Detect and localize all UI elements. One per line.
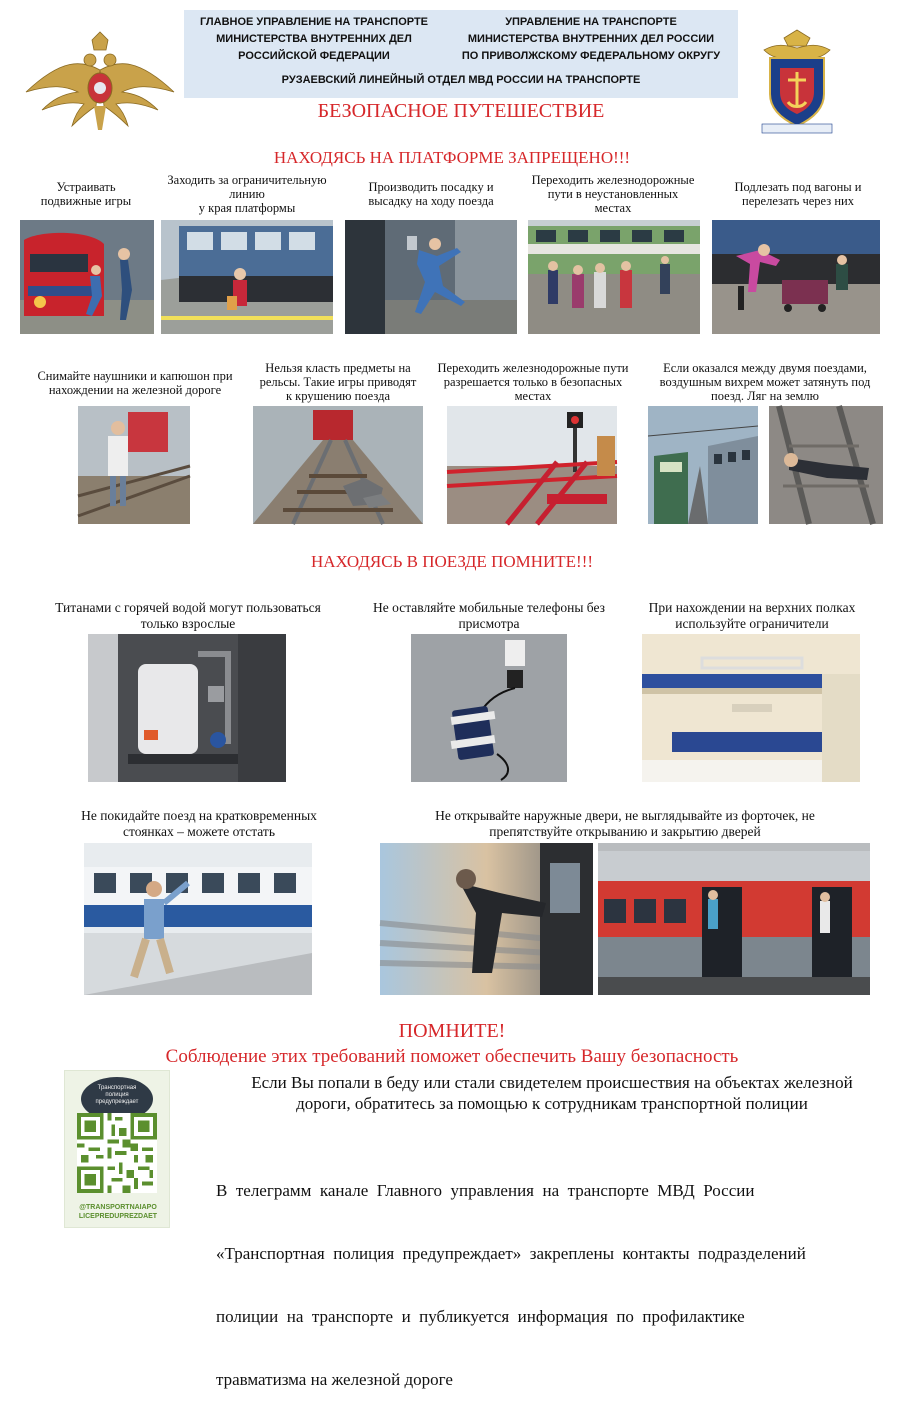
caption-line: Не оставляйте мобильные телефоны без [373, 600, 605, 615]
remember-heading: ПОМНИТЕ! [398, 1020, 506, 1042]
header-department: РУЗАЕВСКИЙ ЛИНЕЙНЫЙ ОТДЕЛ МВД РОССИИ НА ТРАНСПОРТЕ [281, 74, 641, 86]
photo-safe-crossing-barriers [447, 406, 617, 524]
caption-line: нахождении на железной дороге [48, 383, 222, 397]
caption-line: используйте ограничители [675, 616, 829, 631]
caption-line: перелезать через них [742, 194, 854, 208]
caption-short-stops [54, 808, 344, 840]
caption-line: рельсы. Такие игры приводят [259, 375, 417, 389]
train-section-heading: НАХОДЯСЬ В ПОЕЗДЕ ПОМНИТЕ!!! [310, 552, 594, 571]
photo-child-at-platform-edge [161, 220, 333, 334]
caption-platform-games [18, 180, 154, 208]
caption-line: Устраивать [56, 180, 116, 194]
caption-platform-under-cars [712, 180, 884, 208]
contact-line: Если Вы попали в беду или стали свидетелем происшествия на объектах железной [251, 1073, 853, 1092]
photo-upper-berth [642, 634, 860, 782]
caption-hot-water-boiler [30, 600, 346, 632]
photo-man-running-to-train [84, 843, 312, 995]
caption-platform-crossing [522, 173, 704, 215]
caption-platform-edge [156, 173, 338, 215]
qr-card-title [85, 1085, 149, 1106]
photo-two-trains [648, 406, 758, 524]
remember-subtitle: Соблюдение этих требований поможет обеспечить Вашу безопасность [165, 1046, 739, 1067]
caption-line: только взрослые [140, 616, 236, 631]
caption-line: При нахождении на верхних полках [648, 600, 856, 615]
double-headed-eagle-emblem-icon [22, 30, 178, 134]
caption-platform-boarding [344, 180, 518, 208]
contact-line: дороги, обратитесь за помощью к сотрудникам транспортной полиции [296, 1094, 808, 1113]
caption-line: разрешается только в безопасных [443, 375, 623, 389]
caption-line: местах [594, 201, 632, 215]
telegram-line: «Транспортная полиция предупреждает» закреплены контакты подразделений [216, 1244, 806, 1263]
caption-line: линию [229, 187, 265, 201]
photo-jumping-from-train [345, 220, 517, 334]
transport-police-shield-icon [758, 28, 836, 136]
caption-line: Не открывайте наружные двери, не выглядывайте из форточек, не [435, 808, 815, 823]
caption-line: местах [514, 389, 552, 403]
header-left-line: МИНИСТЕРСТВА ВНУТРЕННИХ ДЕЛ [216, 33, 412, 45]
caption-line: препятствуйте открыванию и закрытию дверей [489, 824, 761, 839]
header-left-org [194, 14, 434, 65]
caption-objects-on-rails [246, 361, 430, 403]
telegram-line: травматизма на железной дороге [216, 1370, 453, 1389]
caption-line: Производить посадку и [368, 180, 494, 194]
caption-headphones [20, 369, 250, 397]
header-left-line: РОССИЙСКОЙ ФЕДЕРАЦИИ [238, 50, 390, 62]
photo-lying-on-ground [769, 406, 883, 524]
qr-card-title-line: предупреждает [95, 1099, 139, 1105]
photo-boy-with-headphones [78, 406, 190, 524]
caption-line: Нельзя класть предметы на [265, 361, 411, 375]
caption-line: к крушению поезда [285, 389, 391, 403]
caption-line: пути в неустановленных [547, 187, 679, 201]
caption-line: Не покидайте поезд на кратковременных [81, 808, 317, 823]
caption-doors [380, 808, 870, 840]
caption-line: воздушным вихрем может затянуть под [659, 375, 871, 389]
caption-line: Подлезать под вагоны и [734, 180, 862, 194]
qr-card-title-line: Транспортная [97, 1085, 137, 1091]
caption-line: Заходить за ограничительную [167, 173, 327, 187]
caption-line: стоянках – можете отстать [123, 824, 275, 839]
telegram-qr-card[interactable] [64, 1070, 170, 1228]
page-title: БЕЗОПАСНОЕ ПУТЕШЕСТВИЕ [317, 100, 605, 122]
caption-line: поезд. Ляг на землю [711, 389, 819, 403]
telegram-line: полиции на транспорте и публикуется информация по профилактике [216, 1307, 745, 1326]
qr-code-icon [77, 1113, 157, 1193]
caption-line: Переходить железнодорожные пути [437, 361, 629, 375]
caption-upper-berth [624, 600, 880, 632]
caption-line: у края платформы [198, 201, 296, 215]
caption-safe-crossing [424, 361, 642, 403]
photo-hot-water-boiler [88, 634, 286, 782]
caption-mobile-phones [350, 600, 628, 632]
photo-kids-playing-train [20, 220, 154, 334]
telegram-handle-line: LICEPREDUPREZDAET [78, 1213, 158, 1220]
platform-section-heading: НАХОДЯСЬ НА ПЛАТФОРМЕ ЗАПРЕЩЕНО!!! [273, 148, 631, 167]
telegram-handle[interactable] [67, 1203, 169, 1221]
photo-phone-charging [411, 634, 567, 782]
caption-line: Если оказался между двумя поездами, [663, 361, 867, 375]
photo-crawling-under-train [712, 220, 880, 334]
caption-line: подвижные игры [40, 194, 132, 208]
caption-between-trains [642, 361, 888, 403]
telegram-handle-line: @TRANSPORTNAIAPO [79, 1204, 157, 1211]
contact-paragraph [212, 1072, 892, 1114]
qr-card-title-line: полиция [105, 1092, 129, 1098]
caption-line: Снимайте наушники и капюшон при [37, 369, 233, 383]
header-left-line: ГЛАВНОЕ УПРАВЛЕНИЕ НА ТРАНСПОРТЕ [199, 16, 429, 28]
caption-line: Переходить железнодорожные [531, 173, 695, 187]
header-banner [184, 10, 738, 98]
caption-line: Титанами с горячей водой могут пользоваться [55, 600, 321, 615]
photo-leaning-out-door [380, 843, 593, 995]
telegram-paragraph [216, 1138, 886, 1411]
caption-line: высадку на ходу поезда [368, 194, 494, 208]
photo-stones-on-rails [253, 406, 423, 524]
header-right-line: УПРАВЛЕНИЕ НА ТРАНСПОРТЕ [505, 16, 677, 28]
header-right-line: МИНИСТЕРСТВА ВНУТРЕННИХ ДЕЛ РОССИИ [467, 33, 715, 45]
photo-open-train-doors [598, 843, 870, 995]
header-right-line: ПО ПРИВОЛЖСКОМУ ФЕДЕРАЛЬНОМУ ОКРУГУ [461, 50, 721, 62]
caption-line: присмотра [458, 616, 520, 631]
header-right-org [456, 14, 726, 65]
telegram-line: В телеграмм канале Главного управления на транспорте МВД России [216, 1181, 755, 1200]
photo-people-crossing-tracks [528, 220, 700, 334]
